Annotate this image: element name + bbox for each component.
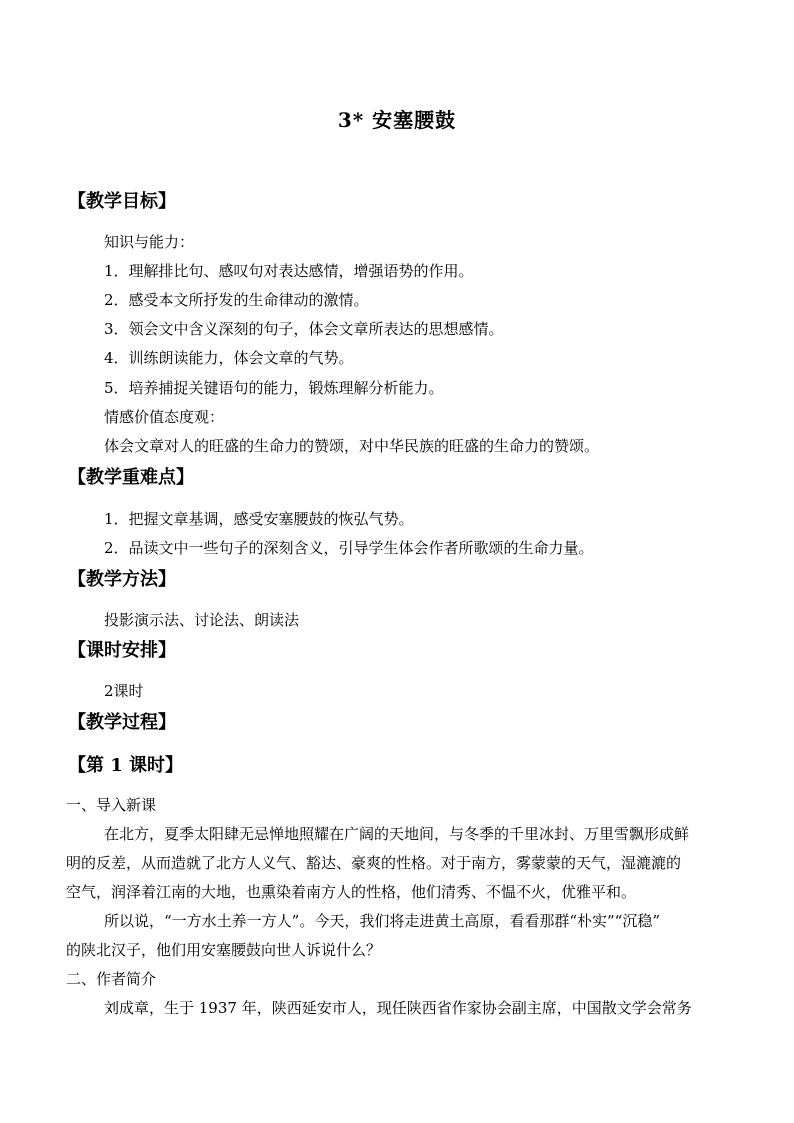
part1-line-2: 明的反差，从而造就了北方人义气、豁达、豪爽的性格。对于南方，雾蒙蒙的天气，湿漉漉的	[66, 854, 682, 872]
key-item-2: 2．品读文中一些句子的深刻含义，引导学生体会作者所歌颂的生命力量。	[104, 539, 594, 557]
methods-text: 投影演示法、讨论法、朗读法	[104, 611, 300, 629]
key-item-1: 1．把握文章基调，感受安塞腰鼓的恢弘气势。	[104, 510, 414, 528]
heading-class-hours: 【课时安排】	[68, 640, 176, 661]
goals-item-1: 1．理解排比句、感叹句对表达感情，增强语势的作用。	[104, 262, 474, 280]
heading-teaching-goals: 【教学目标】	[68, 191, 176, 212]
part1-title: 一、导入新课	[66, 796, 157, 814]
goals-item-2: 2．感受本文所抒发的生命律动的激情。	[104, 291, 369, 309]
heading-teaching-methods: 【教学方法】	[68, 569, 176, 590]
part1-line-5: 的陕北汉子，他们用安塞腰鼓向世人诉说什么？	[66, 941, 382, 959]
goals-subheading-emotion: 情感价值态度观：	[104, 408, 225, 426]
class-hours-text: 2课时	[104, 682, 144, 700]
goals-emotion-text: 体会文章对人的旺盛的生命力的赞颂，对中华民族的旺盛的生命力的赞颂。	[104, 437, 600, 455]
page-title: 3* 安塞腰鼓	[337, 108, 457, 132]
part1-line-3: 空气，润泽着江南的大地，也熏染着南方人的性格，他们清秀、不愠不火，优雅平和。	[66, 883, 637, 901]
part2-title: 二、作者简介	[66, 970, 157, 988]
goals-item-3: 3．领会文中含义深刻的句子，体会文章所表达的思想感情。	[104, 320, 504, 338]
goals-item-4: 4．训练朗读能力，体会文章的气势。	[104, 349, 354, 367]
heading-key-points: 【教学重难点】	[68, 467, 194, 488]
part1-line-1: 在北方，夏季太阳肆无忌惮地照耀在广阔的天地间，与冬季的千里冰封、万里雪飘形成鲜	[104, 825, 690, 843]
heading-lesson-1: 【第 1 课时】	[68, 755, 184, 776]
goals-subheading-knowledge: 知识与能力：	[104, 233, 195, 251]
goals-item-5: 5．培养捕捉关键语句的能力，锻炼理解分析能力。	[104, 379, 444, 397]
part2-line-1: 刘成章，生于 1937 年，陕西延安市人，现任陕西省作家协会副主席，中国散文学会常务	[104, 999, 692, 1017]
part1-line-4: 所以说，“一方水土养一方人”。今天，我们将走进黄土高原，看看那群“朴实”“沉稳”	[104, 912, 661, 930]
heading-teaching-process: 【教学过程】	[68, 712, 176, 733]
